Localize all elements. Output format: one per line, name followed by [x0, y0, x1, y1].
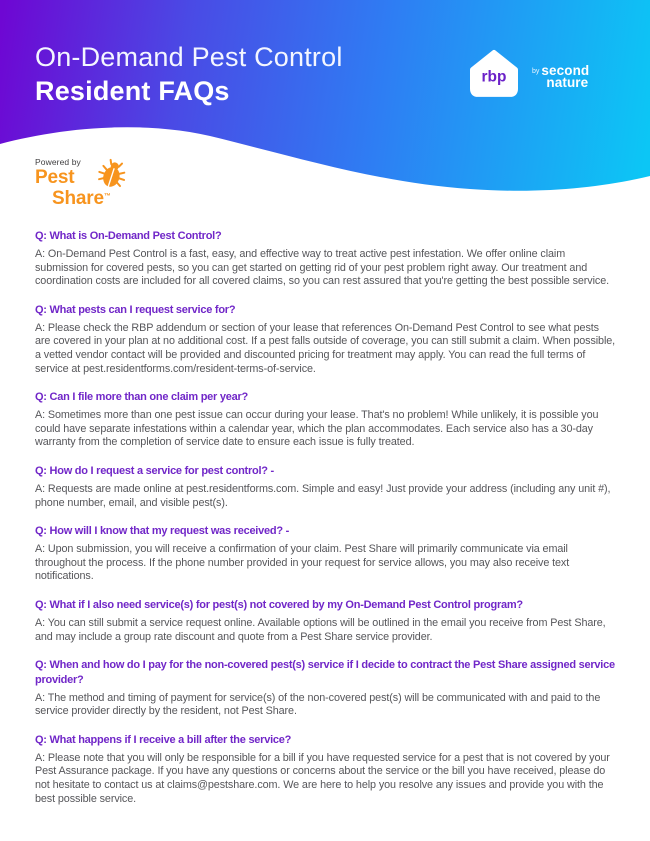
by-label: by: [532, 68, 540, 75]
faq-answer: A: Upon submission, you will receive a confirmation of your claim. Pest Share will primarily communicate via email throughout the process. If the phone number provided in your request for service allows, you may also receive text notifications.: [35, 543, 570, 583]
beetle-icon: [95, 158, 129, 192]
faq-answer: A: The method and timing of payment for service(s) of the non-covered pest(s) will be communicated with and paid to the service provider directly by the resident, not Pest Share.: [35, 691, 601, 718]
pestshare-word-pest: Pest: [35, 167, 75, 188]
brand-word-nature: nature: [546, 75, 589, 90]
second-nature-wordmark: [532, 65, 589, 89]
page-title: On-Demand Pest Control: [35, 42, 343, 72]
rbp-second-nature-logo: [462, 42, 589, 106]
faq-answer: A: You can still submit a service request online. Available options will be outlined in the email you receive from Pest Share, and may include a group rate discount and quote from a Pest Share service provider.: [35, 616, 606, 643]
faq-item: [35, 524, 617, 584]
faq-question: Q: What is On-Demand Pest Control?: [35, 230, 222, 242]
trademark-symbol: ™: [103, 193, 111, 200]
brand-word-second: second: [541, 63, 590, 78]
faq-question: Q: What pests can I request service for?: [35, 303, 236, 316]
faq-answer: A: Please note that you will only be responsible for a bill if you have requested service for a pest that is not covered by your Pest Assurance package. If you have any questions or concerns about the service or the bill you have received, please do not hesitate to contact us at claims@pestshare.com. We are here to help you resolve any issues and provide you with the best possible service.: [35, 751, 610, 805]
rbp-house-icon: [462, 42, 526, 106]
faq-item: [35, 464, 617, 510]
faq-question: Q: How do I request a service for pest control? -: [35, 464, 274, 477]
faq-question: Q: When and how do I pay for the non-covered pest(s) service if I decide to contract the Pest Share assigned service provider?: [35, 659, 615, 686]
faq-item: [35, 733, 617, 806]
faq-item: [35, 303, 617, 376]
faq-item: [35, 598, 617, 644]
page-subtitle: Resident FAQs: [35, 76, 230, 106]
pestshare-logo: [35, 157, 155, 208]
faq-question: Q: How will I know that my request was received? -: [35, 525, 290, 538]
faq-question: Q: What happens if I receive a bill after the service?: [35, 733, 292, 746]
faq-answer: A: Please check the RBP addendum or section of your lease that references On-Demand Pest Control to see what pests are covered in your plan at no additional cost. If a pest falls outside of coverage, you can still submit a claim. When possible, a vetted vendor contact will be provided and discounted pricing for treatment may apply. You can read the full terms of service at pest.residentforms.com/resident-terms-of-service.: [35, 321, 616, 375]
header-text-block: [35, 40, 343, 108]
faq-item: [35, 390, 617, 450]
svg-text:rbp: rbp: [481, 68, 507, 86]
powered-by-label: Powered by: [35, 157, 81, 167]
pestshare-word-share: Share™: [52, 188, 111, 209]
faq-question: Q: Can I file more than one claim per year?: [35, 391, 248, 404]
faq-item: [35, 658, 617, 719]
faq-question: Q: What if I also need service(s) for pest(s) not covered by my On-Demand Pest Control program?: [35, 598, 523, 611]
faq-answer: A: Requests are made online at pest.residentforms.com. Simple and easy! Just provide your address (including any unit #), phone number, email, and visible pest(s).: [35, 482, 611, 509]
faq-answer: A: On-Demand Pest Control is a fast, easy, and effective way to treat active pest infestation. We offer online claim submission for covered pests, so you can get started on getting rid of your pest problem right away. Our treatment and coordination costs are included for all covered claims, so you can rest assured that you're getting the best possible service.: [35, 248, 610, 288]
faq-list: [35, 229, 617, 820]
faq-item: [35, 229, 617, 289]
faq-answer: A: Sometimes more than one pest issue can occur during your lease. That's no problem! While unlikely, it is possible you could have separate infestations within a calendar year, which the plan accommodates. Each service also has a 30-day warranty from the completion of service date to ensure each issue is fully treated.: [35, 409, 599, 449]
